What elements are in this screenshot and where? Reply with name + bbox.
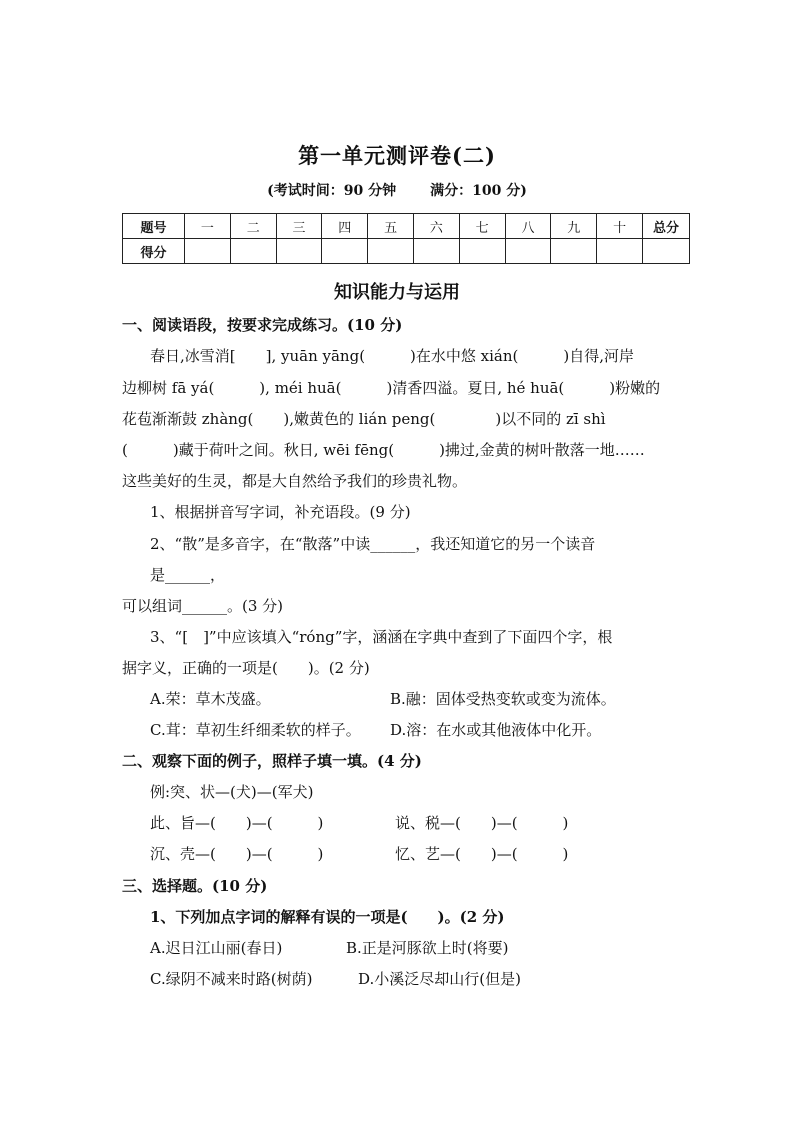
q2-item: 沉、壳—( )—( ): [150, 845, 324, 863]
score-cell[interactable]: [597, 239, 643, 264]
q1-passage-line: ( )藏于荷叶之间。秋日, wēi fēng( )拂过,金黄的树叶散落一地……: [122, 441, 645, 459]
q1-option-d[interactable]: D.溶：在水或其他液体中化开。: [390, 721, 602, 739]
score-cell[interactable]: [459, 239, 505, 264]
q2-heading: 二、观察下面的例子，照样子填一填。(4 分): [122, 752, 422, 770]
q2-item: 说、税—( )—( ): [395, 814, 569, 832]
score-table-header-row: [123, 214, 690, 239]
q1-sub2-cont: 可以组词______。(3 分): [122, 597, 284, 615]
q3-option-a[interactable]: A.迟日江山丽(春日): [150, 939, 283, 957]
q1-sub1: 1、根据拼音写字词，补充语段。(9 分): [150, 503, 411, 521]
q1-option-c[interactable]: C.茸：草初生纤细柔软的样子。: [150, 721, 361, 739]
exam-total-score: 满分：100 分): [430, 183, 527, 199]
score-cell[interactable]: [185, 239, 231, 264]
score-header-cell: 四: [322, 214, 368, 239]
q2-item: 此、旨—( )—( ): [150, 814, 324, 832]
q1-option-a[interactable]: A.荣：草木茂盛。: [150, 690, 271, 708]
score-header-cell: 八: [505, 214, 551, 239]
q2-example: 例:突、状—(犬)—(军犬): [150, 783, 314, 801]
score-cell[interactable]: [551, 239, 597, 264]
q1-passage-line: 这些美好的生灵，都是大自然给予我们的珍贵礼物。: [122, 472, 468, 490]
exam-time: (考试时间：90 分钟: [267, 183, 397, 199]
section-title: 知识能力与运用: [334, 282, 460, 303]
q1-heading: 一、阅读语段，按要求完成练习。(10 分): [122, 316, 403, 334]
score-header-cell: 六: [413, 214, 459, 239]
q3-option-b[interactable]: B.正是河豚欲上时(将要): [346, 939, 509, 957]
q1-option-b[interactable]: B.融：固体受热变软或变为流体。: [390, 690, 616, 708]
q3-sub1: 1、下列加点字词的解释有误的一项是( )。(2 分): [150, 908, 505, 926]
exam-title: 第一单元测评卷(二): [298, 143, 496, 168]
score-cell[interactable]: [505, 239, 551, 264]
q2-item: 忆、艺—( )—( ): [395, 845, 569, 863]
score-header-cell: 三: [276, 214, 322, 239]
q1-passage-line: 边柳树 fā yá( ), méi huā( )清香四溢。夏日, hé huā( )粉嫩的: [122, 379, 661, 397]
q1-passage-line: 春日,冰雪消[ ], yuān yāng( )在水中悠 xián( )自得,河岸: [150, 347, 635, 365]
q3-option-d[interactable]: D.小溪泛尽却山行(但是): [358, 970, 521, 988]
score-cell[interactable]: [322, 239, 368, 264]
q1-passage-line: 花苞渐渐鼓 zhàng( ),嫩黄色的 lián peng( )以不同的 zī shì: [122, 410, 606, 428]
q1-sub2-cont: 是______，: [150, 566, 226, 584]
q1-sub3: 3、“[ ]”中应该填入“róng”字，涵涵在字典中查到了下面四个字，根: [150, 628, 613, 646]
score-cell[interactable]: [230, 239, 276, 264]
score-header-cell: 二: [230, 214, 276, 239]
score-header-cell: 总分: [643, 214, 690, 239]
score-cell[interactable]: [413, 239, 459, 264]
q3-option-c[interactable]: C.绿阴不减来时路(树荫): [150, 970, 313, 988]
score-row-label: 得分: [123, 239, 185, 264]
score-header-cell: 一: [185, 214, 231, 239]
score-cell[interactable]: [643, 239, 690, 264]
score-header-cell: 题号: [123, 214, 185, 239]
score-cell[interactable]: [276, 239, 322, 264]
score-header-cell: 十: [597, 214, 643, 239]
q1-sub2: 2、“散”是多音字，在“散落”中读______，我还知道它的另一个读音: [150, 535, 596, 553]
score-header-cell: 五: [368, 214, 414, 239]
score-cell[interactable]: [368, 239, 414, 264]
q3-heading: 三、选择题。(10 分): [122, 877, 268, 895]
score-header-cell: 七: [459, 214, 505, 239]
q1-sub3-cont: 据字义，正确的一项是( )。(2 分): [122, 659, 370, 677]
score-table-score-row: [123, 239, 690, 264]
exam-subtitle: [0, 180, 794, 200]
score-table: [122, 213, 690, 264]
score-header-cell: 九: [551, 214, 597, 239]
